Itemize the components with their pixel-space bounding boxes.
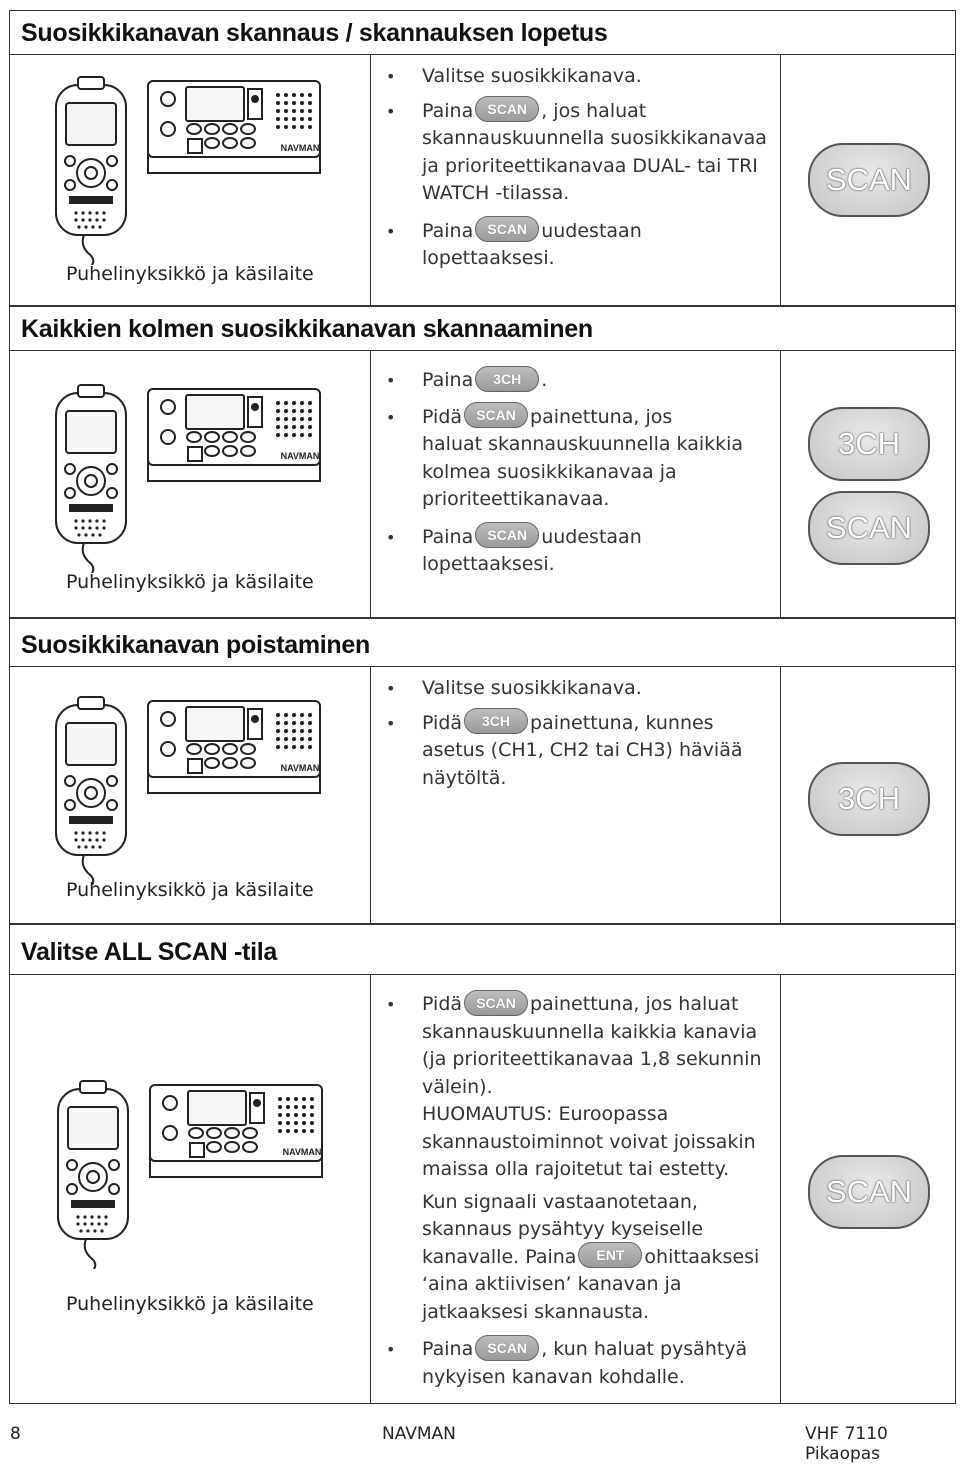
step: Kun signaali vastaanotetaan, skannaus pysähtyy kyseiselle kanavalle. Paina ENT ohittaaksesi ‘aina aktiivisen’ kanavan ja jatkaaksesi skannausta. (422, 1190, 760, 1323)
device-brand-label: NAVMAN (280, 763, 320, 773)
step: • Paina SCAN uudestaan lopettaaksesi. (376, 524, 776, 579)
scan-key: SCAN (464, 990, 528, 1016)
3ch-button-large: 3CH (808, 407, 930, 481)
scan-button-large: SCAN (808, 143, 930, 217)
instruction-list (376, 991, 776, 1398)
radio-device-illustration (48, 373, 338, 577)
radio-device-svg (48, 65, 338, 265)
section-body (9, 974, 956, 1404)
step: • Valitse suosikkikanava. (376, 63, 776, 91)
scan-button-large: SCAN (808, 1155, 930, 1229)
page-number: 8 (10, 1424, 21, 1444)
illustration-caption: Puhelinyksikkö ja käsilaite (66, 571, 314, 593)
scan-button-large: SCAN (808, 491, 930, 565)
radio-device-illustration (50, 1069, 340, 1273)
illustration-caption: Puhelinyksikkö ja käsilaite (66, 1293, 314, 1315)
device-brand-label: NAVMAN (280, 451, 320, 461)
step: • Paina SCAN , jos haluat skannauskuunnella suosikkikanavaa ja prioriteettikanavaa DUAL- tai TRI WATCH -tilassa. (376, 98, 776, 208)
device-brand-label: NAVMAN (282, 1147, 322, 1157)
radio-device-illustration (48, 685, 338, 889)
handset-icon (58, 1081, 128, 1269)
radio-base-icon (148, 389, 320, 481)
section-body (9, 666, 956, 924)
radio-device-svg (48, 685, 338, 885)
scan-key: SCAN (464, 402, 528, 428)
step: • Paina SCAN uudestaan lopettaaksesi. (376, 218, 776, 273)
step: • Paina 3CH . (376, 367, 776, 395)
scan-key: SCAN (475, 216, 539, 242)
device-brand-label: NAVMAN (280, 143, 320, 153)
document-title: VHF 7110 Pikaopas (805, 1424, 888, 1464)
section-body (9, 350, 956, 618)
radio-base-icon (148, 701, 320, 793)
handset-icon (56, 697, 126, 885)
instruction-list (376, 63, 776, 280)
brand-name: NAVMAN (382, 1424, 456, 1444)
radio-base-icon (150, 1085, 322, 1177)
radio-device-svg (48, 373, 338, 573)
instruction-list (376, 367, 776, 586)
step: • Paina SCAN , kun haluat pysähtyä nykyisen kanavan kohdalle. (376, 1336, 776, 1391)
3ch-button-large: 3CH (808, 762, 930, 836)
scan-key: SCAN (475, 1335, 539, 1361)
handset-icon (56, 385, 126, 573)
radio-device-svg (50, 1069, 340, 1269)
step: • Pidä SCAN painettuna, jos haluat skannauskuunnella kaikkia kanavia (ja prioriteettikanavaa 1,8 sekunnin välein). HUOMAUTUS: Euroopassa skannaustoiminnot voivat joissakin maissa olla rajoitetut tai estetty. (376, 991, 776, 1184)
section-title: Kaikkien kolmen suosikkikanavan skannaaminen (9, 306, 956, 350)
section-body (9, 54, 956, 306)
step: • Pidä SCAN painettuna, jos haluat skannauskuunnella kaikkia kolmea suosikkikanavaa ja prioriteettikanavaa. (376, 404, 776, 514)
illustration-caption: Puhelinyksikkö ja käsilaite (66, 263, 314, 285)
section-title: Suosikkikanavan poistaminen (9, 618, 956, 666)
section-title: Valitse ALL SCAN -tila (9, 924, 956, 974)
illustration-caption: Puhelinyksikkö ja käsilaite (66, 879, 314, 901)
step: • Valitse suosikkikanava. (376, 675, 776, 703)
step: • Pidä 3CH painettuna, kunnes asetus (CH1, CH2 tai CH3) häviää näytöltä. (376, 710, 776, 793)
3ch-key: 3CH (475, 366, 539, 392)
scan-key: SCAN (475, 522, 539, 548)
radio-base-icon (148, 81, 320, 173)
instruction-list (376, 675, 776, 799)
handset-icon (56, 77, 126, 265)
ent-key: ENT (578, 1242, 642, 1268)
section-title: Suosikkikanavan skannaus / skannauksen lopetus (9, 10, 956, 54)
radio-device-illustration (48, 65, 338, 269)
3ch-key: 3CH (464, 708, 528, 734)
scan-key: SCAN (475, 96, 539, 122)
